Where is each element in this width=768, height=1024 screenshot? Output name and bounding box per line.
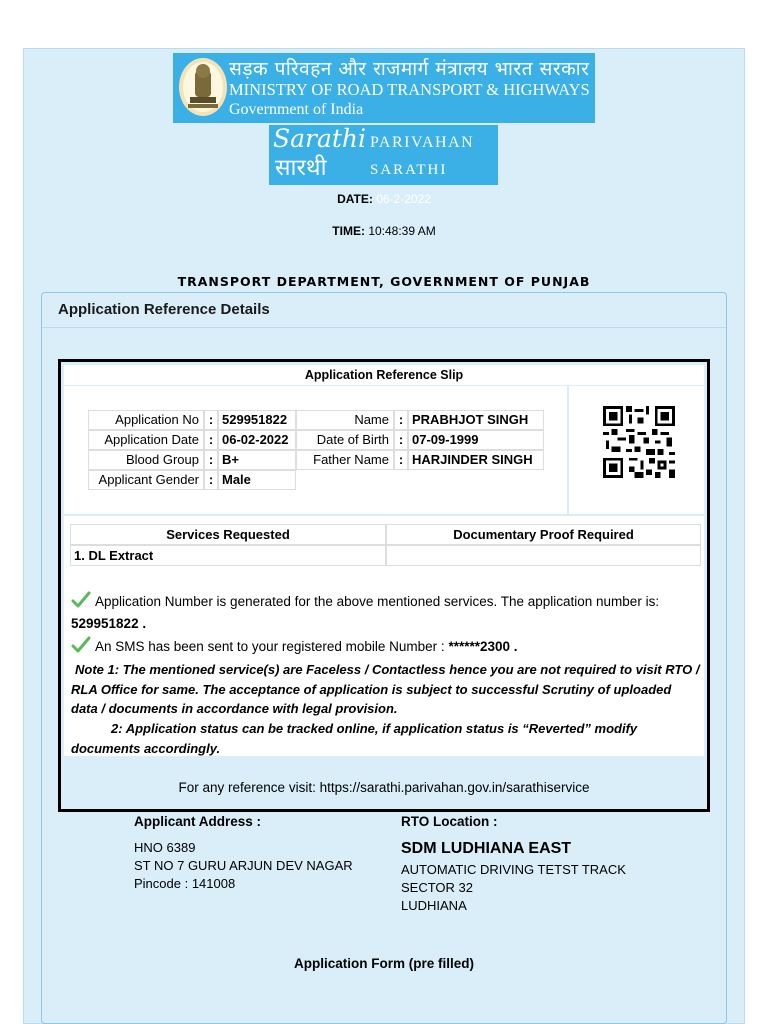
applicant-details <box>64 386 567 514</box>
application-number-value: 529951822 . <box>71 616 147 631</box>
application-date-label: Application Date <box>88 430 204 450</box>
parivahan-label: PARIVAHAN <box>370 134 475 151</box>
sms-text: An SMS has been sent to your registered mobile Number : <box>95 639 445 654</box>
rto-name: SDM LUDHIANA EAST <box>401 840 572 857</box>
colon: : <box>204 450 218 470</box>
ministry-hindi-title: सड़क परिवहन और राजमार्ग मंत्रालय भारत सरकार <box>229 58 590 80</box>
date-value: 06-2-2022 <box>376 192 431 206</box>
sarathi-label: SARATHI <box>370 162 448 178</box>
rto-line-2: SECTOR 32 <box>401 880 474 895</box>
name-value: PRABHJOT SINGH <box>408 410 544 430</box>
colon: : <box>394 430 408 450</box>
address-line-3: Pincode : 141008 <box>134 876 236 891</box>
qr-code <box>602 406 676 478</box>
department-title: TRANSPORT DEPARTMENT, GOVERNMENT OF PUNJAB <box>177 274 591 289</box>
service-item: 1. DL Extract <box>70 545 386 566</box>
application-number-text: Application Number is generated for the above mentioned services. The application number is: <box>95 594 660 609</box>
applicant-gender-value: Male <box>218 470 296 490</box>
father-name-label: Father Name <box>296 450 394 470</box>
slip-title: Application Reference Slip <box>64 365 704 385</box>
qr-code-area <box>569 386 704 514</box>
sarathi-logo-english: Sarathi <box>273 124 367 153</box>
reference-text: For any reference visit: https://sarathi.parivahan.gov.in/sarathiservice <box>178 780 590 795</box>
check-icon <box>71 636 91 654</box>
panel-title: Application Reference Details <box>58 301 270 318</box>
applicant-address-label: Applicant Address : <box>134 814 262 829</box>
colon: : <box>204 430 218 450</box>
name-label: Name <box>296 410 394 430</box>
date-row <box>0 192 768 206</box>
sms-message <box>71 636 701 658</box>
father-name-value: HARJINDER SINGH <box>408 450 544 470</box>
application-no-value: 529951822 <box>218 410 296 430</box>
blood-group-label: Blood Group <box>88 450 204 470</box>
government-subtitle: Government of India <box>229 101 364 118</box>
mobile-number-value: ******2300 . <box>448 639 518 654</box>
address-line-1: HNO 6389 <box>134 840 196 855</box>
services-requested-header: Services Requested <box>70 524 386 545</box>
application-no-label: Application No <box>88 410 204 430</box>
colon: : <box>394 450 408 470</box>
colon: : <box>204 410 218 430</box>
rto-line-1: AUTOMATIC DRIVING TETST TRACK <box>401 862 626 877</box>
address-line-2: ST NO 7 GURU ARJUN DEV NAGAR <box>134 858 353 873</box>
blood-group-value: B+ <box>218 450 296 470</box>
application-reference-slip <box>58 359 710 812</box>
ministry-banner <box>173 53 595 123</box>
sarathi-logo-hindi: सारथी <box>275 155 327 181</box>
rto-location-label: RTO Location : <box>401 814 498 829</box>
colon: : <box>204 470 218 490</box>
services-area <box>64 516 704 756</box>
time-row <box>0 224 768 238</box>
note-2: 2: Application status can be tracked online, if application status is “Reverted” modify documents accordingly. <box>71 721 638 756</box>
time-value: 10:48:39 AM <box>368 224 436 238</box>
date-of-birth-value: 07-09-1999 <box>408 430 544 450</box>
documentary-proof-header: Documentary Proof Required <box>386 524 701 545</box>
application-date-value: 06-02-2022 <box>218 430 296 450</box>
note-1: Note 1: The mentioned service(s) are Faceless / Contactless hence you are not required to visit RTO / RLA Office for same. The acceptance of application is subject to successful Scrutiny of uploaded data / documents in accordance with legal provision. <box>71 662 700 716</box>
rto-line-3: LUDHIANA <box>401 898 467 913</box>
check-icon <box>71 591 91 609</box>
national-emblem-icon <box>178 57 228 117</box>
sarathi-banner <box>269 125 498 185</box>
sarathi-logo <box>271 126 367 184</box>
application-form-title: Application Form (pre filled) <box>293 956 474 971</box>
ministry-title: MINISTRY OF ROAD TRANSPORT & HIGHWAYS <box>229 80 590 99</box>
time-label: TIME: <box>332 224 365 238</box>
date-label: DATE: <box>337 192 373 206</box>
panel-header <box>42 293 726 328</box>
documentary-proof-cell <box>386 545 701 566</box>
colon: : <box>394 410 408 430</box>
application-number-message <box>71 591 701 635</box>
applicant-gender-label: Applicant Gender <box>88 470 204 490</box>
date-of-birth-label: Date of Birth <box>296 430 394 450</box>
